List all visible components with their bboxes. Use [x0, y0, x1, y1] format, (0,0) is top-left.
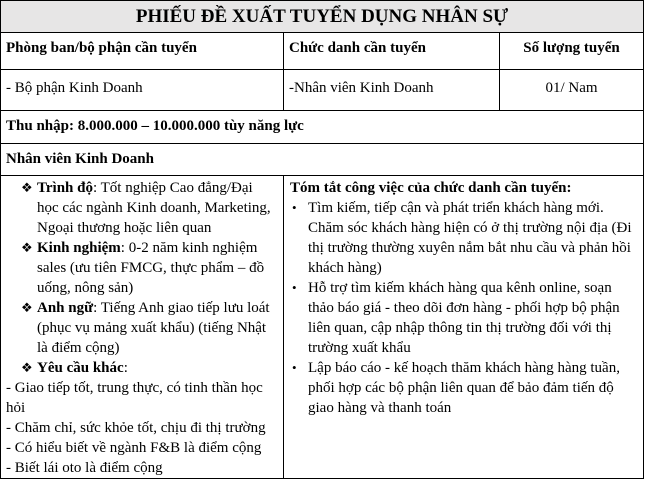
income-text: Thu nhập: 8.000.000 – 10.000.000 tùy năng lực	[1, 111, 644, 144]
title-row	[1, 1, 644, 33]
requirement-item	[11, 358, 275, 378]
header-quantity: Số lượng tuyển	[500, 33, 644, 70]
other-requirement-line: - Biết lái oto là điểm cộng	[6, 460, 163, 476]
other-requirement-line: - Chăm chỉ, sức khỏe tốt, chịu đi thị trường	[6, 420, 266, 436]
header-department: Phòng ban/bộ phận cần tuyển	[1, 33, 284, 70]
summary-title: Tóm tắt công việc của chức danh cần tuyển:	[290, 180, 572, 196]
requirement-text: : 0-2 năm kinh nghiệm sales (ưu tiên FMCG, thực phẩm – đồ uống, nông sản)	[37, 240, 265, 296]
requirement-item	[11, 178, 275, 238]
bullet-icon: •	[292, 200, 297, 215]
summary-item-text: Tìm kiếm, tiếp cận và phát triển khách hàng mới. Chăm sóc khách hàng hiện có ở thị trường nội địa (Đi thị trường thường xuyên nắm bắt nhu cầu và phản hồi khách hàng)	[308, 200, 632, 276]
requirement-text: : Tốt nghiệp Cao đẳng/Đại học các ngành Kinh doanh, Marketing, Ngoại thương hoặc liên quan	[37, 180, 271, 236]
summary-list	[290, 198, 635, 418]
summary-item	[290, 358, 635, 418]
requirement-item	[11, 298, 275, 358]
diamond-bullet-icon: ❖	[21, 360, 33, 375]
requirements-cell	[1, 176, 284, 479]
requirement-label: Kinh nghiệm	[37, 240, 121, 256]
diamond-bullet-icon: ❖	[21, 240, 33, 255]
income-row	[1, 111, 644, 144]
summary-item	[290, 278, 635, 358]
diamond-bullet-icon: ❖	[21, 180, 33, 195]
requirement-label: Trình độ	[37, 180, 93, 196]
requirement-item	[11, 238, 275, 298]
other-requirement-line: - Giao tiếp tốt, trung thực, có tinh thần học hỏi	[6, 380, 263, 416]
bullet-icon: •	[292, 360, 297, 375]
header-row	[1, 33, 644, 70]
requirement-text: :	[123, 360, 128, 376]
summary-item-text: Lập báo cáo - kế hoạch thăm khách hàng hàng tuần, phối hợp các bộ phận liên quan để bảo đảm tiến độ giao hàng và thanh toán	[308, 360, 620, 416]
diamond-bullet-icon: ❖	[21, 300, 33, 315]
value-position: -Nhân viên Kinh Doanh	[284, 70, 500, 111]
requirement-label: Anh ngữ	[37, 300, 94, 316]
requirements-list	[11, 178, 275, 378]
job-title-row	[1, 144, 644, 176]
value-department: - Bộ phận Kinh Doanh	[1, 70, 284, 111]
header-position: Chức danh cần tuyển	[284, 33, 500, 70]
summary-item-text: Hỗ trợ tìm kiếm khách hàng qua kênh online, soạn thảo báo giá - theo dõi đơn hàng - phối hợp bộ phận liên quan, cập nhập thông tin thị trường đối với thị trường xuất khẩu	[308, 280, 620, 356]
requirement-text: : Tiếng Anh giao tiếp lưu loát (phục vụ mảng xuất khẩu) (tiếng Nhật là điểm cộng)	[37, 300, 270, 356]
details-row	[1, 176, 644, 479]
other-requirement-line: - Có hiểu biết về ngành F&B là điểm cộng	[6, 440, 262, 456]
bullet-icon: •	[292, 280, 297, 295]
job-title: Nhân viên Kinh Doanh	[1, 144, 644, 176]
summary-cell	[284, 176, 644, 479]
other-requirements	[6, 378, 275, 478]
form-title: PHIẾU ĐỀ XUẤT TUYỂN DỤNG NHÂN SỰ	[1, 1, 644, 33]
values-row	[1, 70, 644, 111]
value-quantity: 01/ Nam	[500, 70, 644, 111]
summary-item	[290, 198, 635, 278]
requirement-label: Yêu cầu khác	[37, 360, 124, 376]
